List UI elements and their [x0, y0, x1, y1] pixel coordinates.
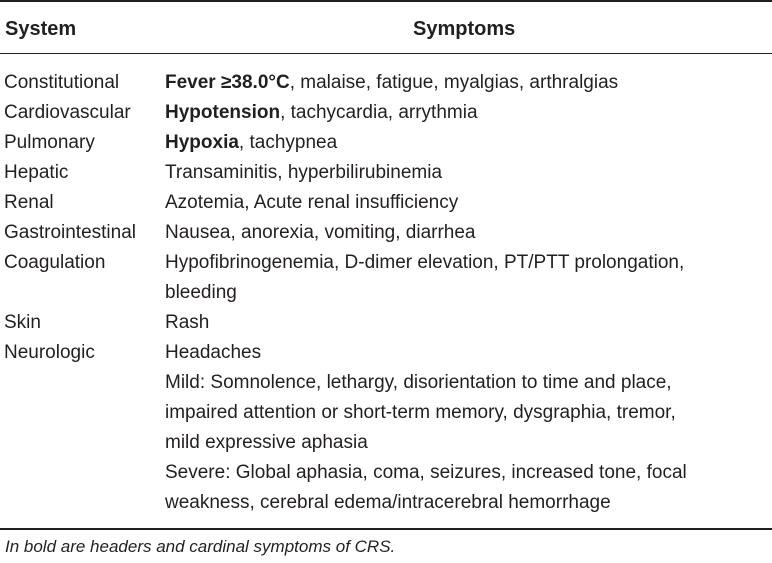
system-cell: Constitutional: [4, 72, 120, 93]
system-cell: Coagulation: [4, 252, 106, 273]
table-row: [0, 248, 772, 308]
system-cell: Neurologic: [4, 342, 95, 363]
table-row: [0, 308, 772, 338]
table-footnote: In bold are headers and cardinal symptoms of CRS.: [5, 537, 396, 556]
symptom-text: Headaches: [165, 342, 262, 363]
column-header-system: System: [5, 18, 77, 40]
symptoms-cell: [165, 128, 769, 158]
symptoms-cell: [165, 338, 769, 518]
header-rule: [0, 53, 772, 54]
table-row: [0, 218, 772, 248]
symptom-text: Transaminitis, hyperbilirubinemia: [165, 162, 443, 183]
table-body: [0, 68, 772, 518]
symptoms-cell: [165, 248, 769, 308]
system-cell: Gastrointestinal: [4, 222, 137, 243]
system-cell: Pulmonary: [4, 132, 95, 153]
system-cell: Hepatic: [4, 162, 69, 183]
symptom-text: Hypofibrinogenemia, D-dimer elevation, PT/PTT prolongation,: [165, 252, 685, 273]
table-bottom-rule: [0, 528, 772, 530]
symptom-text: Mild: Somnolence, lethargy, disorientation to time and place,: [165, 372, 672, 393]
table-top-rule: [0, 0, 772, 2]
symptoms-cell: [165, 308, 769, 338]
symptom-text: bleeding: [165, 282, 237, 303]
symptoms-cell: [165, 218, 769, 248]
symptom-text: Severe: Global aphasia, coma, seizures, increased tone, focal: [165, 462, 687, 483]
table-row: [0, 98, 772, 128]
symptom-text: , tachypnea: [238, 132, 338, 153]
symptom-text: impaired attention or short-term memory, dysgraphia, tremor,: [165, 402, 676, 423]
symptom-text: mild expressive aphasia: [165, 432, 368, 453]
symptoms-cell: [165, 68, 769, 98]
system-cell: Cardiovascular: [4, 102, 131, 123]
table-row: [0, 128, 772, 158]
symptom-text: Azotemia, Acute renal insufficiency: [165, 192, 459, 213]
system-cell: Skin: [4, 312, 41, 333]
system-cell: Renal: [4, 192, 54, 213]
table-row: [0, 188, 772, 218]
table-row: [0, 338, 772, 518]
cardinal-symptom: Fever ≥38.0°C: [165, 72, 290, 93]
cardinal-symptom: Hypotension: [165, 102, 281, 123]
table-row: [0, 68, 772, 98]
symptom-text: Nausea, anorexia, vomiting, diarrhea: [165, 222, 476, 243]
symptoms-cell: [165, 98, 769, 128]
cardinal-symptom: Hypoxia: [165, 132, 239, 153]
table-row: [0, 158, 772, 188]
symptom-text: Rash: [165, 312, 210, 333]
symptom-text: weakness, cerebral edema/intracerebral hemorrhage: [165, 492, 611, 513]
symptoms-cell: [165, 188, 769, 218]
column-header-symptoms: Symptoms: [413, 18, 516, 40]
symptom-text: , tachycardia, arrythmia: [280, 102, 478, 123]
symptom-text: , malaise, fatigue, myalgias, arthralgias: [289, 72, 619, 93]
symptoms-cell: [165, 158, 769, 188]
